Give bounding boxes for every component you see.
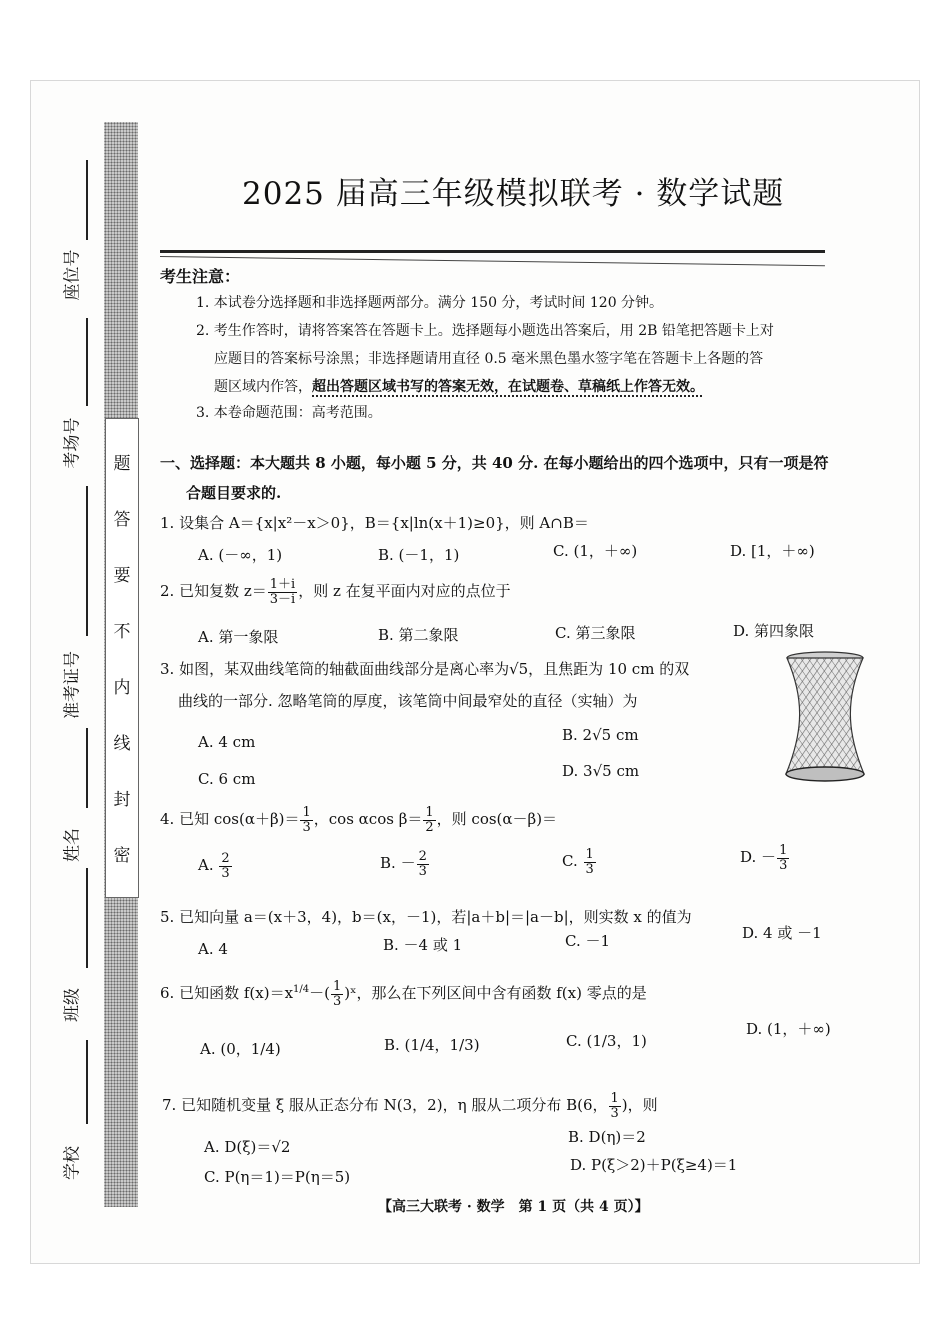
fraction: $\frac{1}{2}$ [425, 805, 434, 835]
q5-option-c: C. －1 [565, 932, 611, 950]
question-1-stem: 1. 设集合 A＝{x|x²－x＞0}，B＝{x|ln(x＋1)≥0}，则 A∩B＝ [160, 514, 589, 532]
field-exam-room: 考场号 [62, 417, 83, 469]
seal-char: 内 [113, 678, 131, 698]
question-2-stem: 2. 已知复数 z＝ $\frac{1+i}{3-i}$ ，则 z 在复平面内对应的点位于 [160, 577, 511, 607]
field-line [86, 160, 88, 240]
field-name: 姓名 [62, 828, 83, 862]
notice-item: 2. 考生作答时，请将答案答在答题卡上。选择题每小题选出答案后，用 2B 铅笔把答题卡上对 [196, 323, 774, 339]
seal-char: 不 [113, 622, 131, 642]
question-7-stem: 7. 已知随机变量 ξ 服从正态分布 N(3，2)，η 服从二项分布 B(6， $\frac{1}{3}$ )，则 [162, 1091, 658, 1121]
fraction: $\frac{2}{3}$ [418, 849, 427, 879]
seal-box [105, 418, 139, 898]
notice-heading: 考生注意： [160, 267, 241, 286]
section-heading-cont: 合题目要求的. [186, 484, 282, 502]
fraction: $\frac{2}{3}$ [221, 851, 230, 881]
q3-option-b: B. 2√5 cm [562, 726, 639, 744]
q4-option-c: C. $\frac{1}{3}$ [562, 847, 594, 877]
notice-item: 1. 本试卷分选择题和非选择题两部分。满分 150 分，考试时间 120 分钟。 [196, 295, 664, 311]
seal-char: 线 [113, 734, 131, 754]
question-4-stem: 4. 已知 cos(α＋β)＝ $\frac{1}{3}$ ，cos αcos β＝ $\frac{1}{2}$ ，则 cos(α－β)＝ [160, 805, 558, 835]
question-3-stem: 3. 如图，某双曲线笔筒的轴截面曲线部分是离心率为√5，且焦距为 10 cm 的双 [160, 660, 690, 678]
q6-option-d: D. (1，＋∞) [746, 1020, 831, 1038]
fraction: $\frac{1}{3}$ [302, 805, 311, 835]
field-line [86, 868, 88, 968]
seal-char: 封 [113, 790, 131, 810]
section-heading: 一、选择题：本大题共 8 小题，每小题 5 分，共 40 分. 在每小题给出的四个选项中，只有一项是符 [160, 454, 829, 472]
q2-option-b: B. 第二象限 [378, 626, 459, 644]
seal-char: 答 [113, 510, 131, 530]
q4-option-a: A. $\frac{2}{3}$ [198, 851, 230, 881]
question-5-stem: 5. 已知向量 a＝(x＋3，4)，b＝(x，－1)，若|a＋b|＝|a－b|，则实数 x 的值为 [160, 908, 692, 926]
q6-option-c: C. (1/3，1) [566, 1032, 647, 1050]
q4-option-d: D. － $\frac{1}{3}$ [740, 843, 788, 873]
q2-option-a: A. 第一象限 [198, 628, 279, 646]
seal-char: 密 [113, 846, 131, 866]
q3-option-c: C. 6 cm [198, 770, 256, 788]
page-footer: 【高三大联考 · 数学 第 1 页（共 4 页）】 [378, 1199, 649, 1215]
q3-option-a: A. 4 cm [198, 733, 256, 751]
q7-option-c: C. P(η＝1)＝P(η＝5) [204, 1168, 351, 1186]
notice-item-line: 题区域内作答，超出答题区域书写的答案无效，在试题卷、草稿纸上作答无效。 [214, 379, 704, 395]
q3-option-d: D. 3√5 cm [562, 762, 640, 780]
q5-option-d: D. 4 或 －1 [742, 924, 822, 942]
fraction: $\frac{1}{3}$ [779, 843, 788, 873]
field-line [86, 728, 88, 808]
field-school: 学校 [62, 1146, 83, 1180]
fraction: $\frac{1}{3}$ [332, 979, 342, 1009]
q1-option-a: A. (－∞，1) [198, 546, 283, 564]
q2-option-c: C. 第三象限 [555, 624, 636, 642]
hyperbolic-pen-holder-figure [780, 650, 870, 786]
field-line [86, 486, 88, 636]
field-class: 班级 [62, 988, 83, 1022]
question-6-stem: 6. 已知函数 $f(x)=x^{1/4}-$( $\frac{1}{3}$ )ˣ，那么在下列区间中含有函数 f(x) 零点的是 [160, 979, 647, 1009]
title-rule [160, 250, 825, 253]
q1-option-d: D. [1，＋∞) [730, 542, 815, 560]
q5-option-a: A. 4 [198, 940, 228, 958]
notice-item: 3. 本卷命题范围：高考范围。 [196, 405, 382, 421]
field-line [86, 318, 88, 406]
fraction: $\frac{1}{3}$ [585, 847, 594, 877]
seal-char: 要 [113, 566, 131, 586]
page-title: 2025 届高三年级模拟联考 · 数学试题 [242, 176, 785, 212]
field-admission-number: 准考证号 [62, 651, 83, 719]
fraction: $\frac{1+i}{3-i}$ [269, 577, 296, 607]
fraction: $\frac{1}{3}$ [610, 1091, 619, 1121]
q2-option-d: D. 第四象限 [733, 622, 815, 640]
notice-emphasis: 超出答题区域书写的答案无效，在试题卷、草稿纸上作答无效。 [312, 379, 704, 395]
q1-option-b: B. (－1，1) [378, 546, 460, 564]
q1-option-c: C. (1，＋∞) [553, 542, 638, 560]
question-3-stem-cont: 曲线的一部分. 忽略笔筒的厚度，该笔筒中间最窄处的直径（实轴）为 [178, 692, 638, 710]
notice-item: 应题目的答案标号涂黑；非选择题请用直径 0.5 毫米黑色墨水签字笔在答题卡上各题的答 [214, 351, 764, 367]
field-seat-number: 座位号 [62, 249, 83, 301]
q7-option-b: B. D(η)＝2 [568, 1128, 646, 1146]
q5-option-b: B. －4 或 1 [383, 936, 463, 954]
q6-option-a: A. (0，1/4) [200, 1040, 281, 1058]
q7-option-a: A. D(ξ)＝√2 [204, 1138, 291, 1156]
q6-option-b: B. (1/4，1/3) [384, 1036, 480, 1054]
seal-char: 题 [113, 454, 131, 474]
q7-option-d: D. P(ξ＞2)＋P(ξ≥4)＝1 [570, 1156, 738, 1174]
field-line [86, 1040, 88, 1124]
q4-option-b: B. － $\frac{2}{3}$ [380, 849, 427, 879]
